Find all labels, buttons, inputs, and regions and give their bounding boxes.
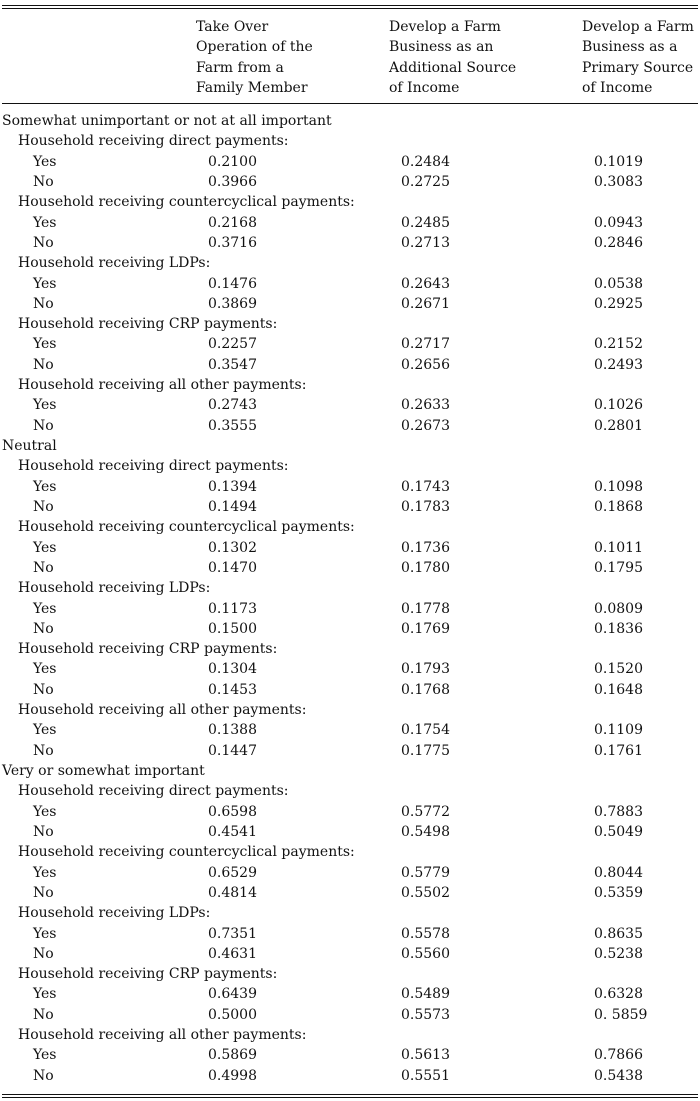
row-label: Yes — [33, 153, 57, 170]
group-label: Household receiving countercyclical payments: — [18, 844, 355, 861]
table-row — [0, 294, 700, 314]
row-label: No — [33, 295, 54, 312]
table-row — [0, 497, 700, 517]
value-take-over: 0.1453 — [208, 681, 257, 698]
value-take-over: 0.3547 — [208, 356, 257, 373]
value-additional-source: 0.1736 — [401, 539, 450, 556]
top-rule-double-1 — [2, 5, 698, 6]
value-primary-source: 0.1761 — [594, 742, 643, 759]
value-take-over: 0.1304 — [208, 661, 257, 678]
value-primary-source: 0.1836 — [594, 620, 643, 637]
group-label: Household receiving LDPs: — [18, 255, 211, 272]
value-additional-source: 0.5578 — [401, 925, 450, 942]
value-additional-source: 0.5560 — [401, 945, 450, 962]
row-label: Yes — [33, 986, 57, 1003]
group-label: Household receiving CRP payments: — [18, 641, 278, 658]
table-row — [0, 1066, 700, 1086]
table-row — [0, 558, 700, 578]
header-rule — [2, 103, 698, 104]
table-row — [0, 1045, 700, 1065]
row-label: Yes — [33, 722, 57, 739]
table-row — [0, 863, 700, 883]
value-primary-source: 0.1795 — [594, 559, 643, 576]
value-take-over: 0.5000 — [208, 1006, 257, 1023]
value-take-over: 0.1500 — [208, 620, 257, 637]
top-rule-double-2 — [2, 8, 698, 9]
group-label: Household receiving CRP payments: — [18, 316, 278, 333]
row-label: No — [33, 884, 54, 901]
table-row — [0, 659, 700, 679]
value-primary-source: 0.5049 — [594, 823, 643, 840]
group-label: Household receiving LDPs: — [18, 580, 211, 597]
value-additional-source: 0.1775 — [401, 742, 450, 759]
value-additional-source: 0.2485 — [401, 214, 450, 231]
value-additional-source: 0.2671 — [401, 295, 450, 312]
value-additional-source: 0.5489 — [401, 986, 450, 1003]
table-row — [0, 477, 700, 497]
group-row — [0, 314, 700, 334]
value-primary-source: 0.1520 — [594, 661, 643, 678]
value-take-over: 0.5869 — [208, 1047, 257, 1064]
table-row — [0, 741, 700, 761]
table-row — [0, 883, 700, 903]
value-primary-source: 0. 5859 — [594, 1006, 648, 1023]
value-take-over: 0.7351 — [208, 925, 257, 942]
group-row — [0, 781, 700, 801]
table-header — [0, 17, 700, 101]
value-primary-source: 0.2846 — [594, 234, 643, 251]
value-take-over: 0.1470 — [208, 559, 257, 576]
column-header-additional-source: Develop a Farm Business as an Additional Source of Income — [389, 19, 517, 97]
row-label: No — [33, 1067, 54, 1084]
group-row — [0, 578, 700, 598]
value-primary-source: 0.5238 — [594, 945, 643, 962]
group-row — [0, 842, 700, 862]
table-row — [0, 233, 700, 253]
group-label: Household receiving all other payments: — [18, 702, 307, 719]
table-row — [0, 274, 700, 294]
value-primary-source: 0.5359 — [594, 884, 643, 901]
table-row — [0, 334, 700, 354]
value-primary-source: 0.3083 — [594, 173, 643, 190]
table-row — [0, 1005, 700, 1025]
value-take-over: 0.1173 — [208, 600, 257, 617]
row-label: Yes — [33, 864, 57, 881]
value-additional-source: 0.5551 — [401, 1067, 450, 1084]
value-primary-source: 0.6328 — [594, 986, 643, 1003]
row-label: Yes — [33, 397, 57, 414]
row-label: Yes — [33, 661, 57, 678]
row-label: No — [33, 234, 54, 251]
group-label: Household receiving direct payments: — [18, 133, 289, 150]
section-row — [0, 761, 700, 781]
value-additional-source: 0.5772 — [401, 803, 450, 820]
value-additional-source: 0.5779 — [401, 864, 450, 881]
section-label: Very or somewhat important — [2, 763, 205, 779]
row-label: Yes — [33, 275, 57, 292]
value-primary-source: 0.1109 — [594, 722, 643, 739]
table-row — [0, 395, 700, 415]
value-additional-source: 0.2656 — [401, 356, 450, 373]
value-primary-source: 0.0943 — [594, 214, 643, 231]
group-row — [0, 639, 700, 659]
group-row — [0, 131, 700, 151]
value-additional-source: 0.5573 — [401, 1006, 450, 1023]
value-take-over: 0.3869 — [208, 295, 257, 312]
value-primary-source: 0.0538 — [594, 275, 643, 292]
value-take-over: 0.3966 — [208, 173, 257, 190]
value-primary-source: 0.2152 — [594, 336, 643, 353]
value-take-over: 0.6439 — [208, 986, 257, 1003]
table-row — [0, 924, 700, 944]
value-take-over: 0.3716 — [208, 234, 257, 251]
row-label: No — [33, 945, 54, 962]
table-body — [0, 111, 700, 1086]
group-row — [0, 253, 700, 273]
value-take-over: 0.2257 — [208, 336, 257, 353]
value-primary-source: 0.2493 — [594, 356, 643, 373]
value-take-over: 0.4814 — [208, 884, 257, 901]
table-row — [0, 416, 700, 436]
row-label: No — [33, 681, 54, 698]
row-label: No — [33, 1006, 54, 1023]
value-take-over: 0.1447 — [208, 742, 257, 759]
row-label: Yes — [33, 478, 57, 495]
value-primary-source: 0.2925 — [594, 295, 643, 312]
table-row — [0, 619, 700, 639]
value-primary-source: 0.0809 — [594, 600, 643, 617]
row-label: Yes — [33, 600, 57, 617]
section-row — [0, 436, 700, 456]
value-primary-source: 0.1011 — [594, 539, 643, 556]
bottom-rule-double-1 — [2, 1094, 698, 1095]
table-row — [0, 944, 700, 964]
table-row — [0, 213, 700, 233]
group-row — [0, 375, 700, 395]
value-take-over: 0.1302 — [208, 539, 257, 556]
row-label: Yes — [33, 214, 57, 231]
value-primary-source: 0.7866 — [594, 1047, 643, 1064]
group-row — [0, 192, 700, 212]
table-row — [0, 984, 700, 1004]
table-row — [0, 538, 700, 558]
section-label: Somewhat unimportant or not at all important — [2, 113, 332, 129]
value-take-over: 0.4998 — [208, 1067, 257, 1084]
value-additional-source: 0.2673 — [401, 417, 450, 434]
value-additional-source: 0.2484 — [401, 153, 450, 170]
row-label: Yes — [33, 336, 57, 353]
value-primary-source: 0.1026 — [594, 397, 643, 414]
table-row — [0, 599, 700, 619]
group-row — [0, 517, 700, 537]
value-take-over: 0.2168 — [208, 214, 257, 231]
value-additional-source: 0.1780 — [401, 559, 450, 576]
row-label: Yes — [33, 539, 57, 556]
row-label: Yes — [33, 803, 57, 820]
value-primary-source: 0.1098 — [594, 478, 643, 495]
value-additional-source: 0.1793 — [401, 661, 450, 678]
value-take-over: 0.1494 — [208, 498, 257, 515]
group-row — [0, 456, 700, 476]
value-take-over: 0.3555 — [208, 417, 257, 434]
table-row — [0, 720, 700, 740]
group-row — [0, 700, 700, 720]
value-primary-source: 0.1868 — [594, 498, 643, 515]
section-label: Neutral — [2, 438, 57, 454]
value-additional-source: 0.1743 — [401, 478, 450, 495]
value-take-over: 0.4631 — [208, 945, 257, 962]
group-row — [0, 903, 700, 923]
value-additional-source: 0.2643 — [401, 275, 450, 292]
value-primary-source: 0.8044 — [594, 864, 643, 881]
group-label: Household receiving CRP payments: — [18, 966, 278, 983]
value-take-over: 0.4541 — [208, 823, 257, 840]
row-label: Yes — [33, 1047, 57, 1064]
group-label: Household receiving countercyclical payments: — [18, 519, 355, 536]
row-label: No — [33, 173, 54, 190]
row-label: No — [33, 498, 54, 515]
row-label: No — [33, 356, 54, 373]
column-header-take-over: Take Over Operation of the Farm from a Family Member — [196, 19, 313, 97]
row-label: No — [33, 823, 54, 840]
value-additional-source: 0.5498 — [401, 823, 450, 840]
value-additional-source: 0.1769 — [401, 620, 450, 637]
value-additional-source: 0.2713 — [401, 234, 450, 251]
value-primary-source: 0.8635 — [594, 925, 643, 942]
value-primary-source: 0.5438 — [594, 1067, 643, 1084]
group-label: Household receiving all other payments: — [18, 377, 307, 394]
value-primary-source: 0.2801 — [594, 417, 643, 434]
group-label: Household receiving LDPs: — [18, 905, 211, 922]
table-row — [0, 355, 700, 375]
table-row — [0, 822, 700, 842]
value-primary-source: 0.1648 — [594, 681, 643, 698]
table-row — [0, 802, 700, 822]
value-additional-source: 0.2717 — [401, 336, 450, 353]
column-header-primary-source: Develop a Farm Business as a Primary Source of Income — [582, 19, 694, 97]
group-label: Household receiving direct payments: — [18, 458, 289, 475]
group-label: Household receiving all other payments: — [18, 1027, 307, 1044]
group-row — [0, 964, 700, 984]
row-label: Yes — [33, 925, 57, 942]
section-row — [0, 111, 700, 131]
value-additional-source: 0.1783 — [401, 498, 450, 515]
table-row — [0, 152, 700, 172]
value-take-over: 0.2100 — [208, 153, 257, 170]
value-take-over: 0.6529 — [208, 864, 257, 881]
row-label: No — [33, 620, 54, 637]
value-additional-source: 0.5502 — [401, 884, 450, 901]
row-label: No — [33, 742, 54, 759]
row-label: No — [33, 559, 54, 576]
group-label: Household receiving direct payments: — [18, 783, 289, 800]
value-additional-source: 0.1754 — [401, 722, 450, 739]
value-additional-source: 0.2633 — [401, 397, 450, 414]
value-take-over: 0.1388 — [208, 722, 257, 739]
value-take-over: 0.1476 — [208, 275, 257, 292]
row-label: No — [33, 417, 54, 434]
value-primary-source: 0.7883 — [594, 803, 643, 820]
table-row — [0, 680, 700, 700]
table-row — [0, 172, 700, 192]
value-primary-source: 0.1019 — [594, 153, 643, 170]
value-additional-source: 0.1768 — [401, 681, 450, 698]
value-take-over: 0.1394 — [208, 478, 257, 495]
value-additional-source: 0.1778 — [401, 600, 450, 617]
value-take-over: 0.6598 — [208, 803, 257, 820]
bottom-rule-double-2 — [2, 1097, 698, 1098]
group-label: Household receiving countercyclical payments: — [18, 194, 355, 211]
group-row — [0, 1025, 700, 1045]
value-take-over: 0.2743 — [208, 397, 257, 414]
value-additional-source: 0.2725 — [401, 173, 450, 190]
value-additional-source: 0.5613 — [401, 1047, 450, 1064]
